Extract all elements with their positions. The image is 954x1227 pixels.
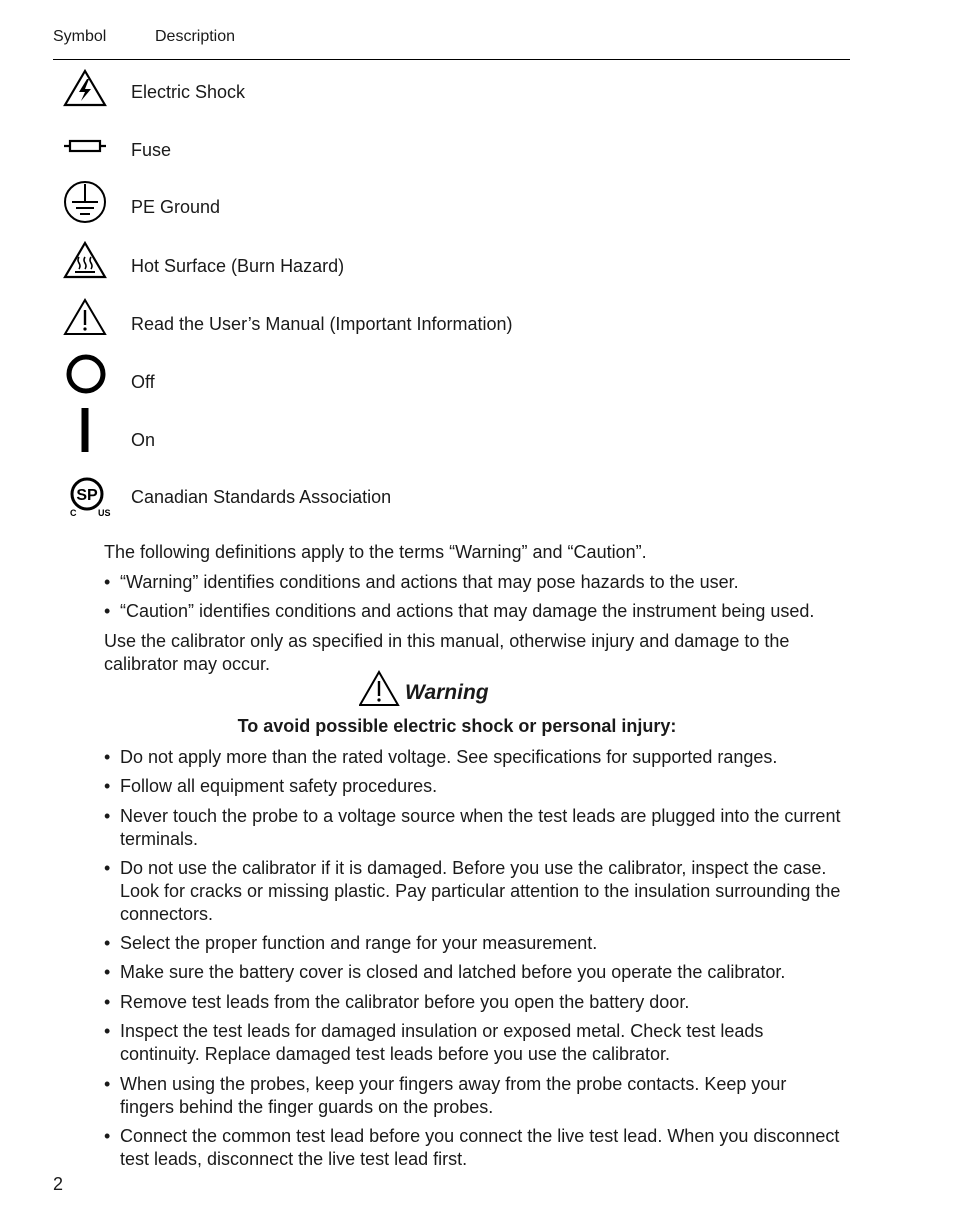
warning-item: • Remove test leads from the calibrator before you open the battery door.	[104, 991, 844, 1014]
symbol-row	[53, 68, 850, 118]
symbol-row	[53, 408, 850, 458]
symbol-row	[53, 180, 850, 230]
fuse-icon	[63, 126, 109, 170]
symbol-label: Canadian Standards Association	[131, 487, 392, 507]
definition-item: • “Caution” identifies conditions and actions that may damage the instrument being used.	[104, 600, 844, 623]
warning-item: • Select the proper function and range for your measurement.	[104, 932, 844, 955]
pe-ground-icon	[63, 180, 109, 224]
on-icon	[63, 408, 109, 452]
symbol-row	[53, 352, 850, 402]
usage-note: Use the calibrator only as specified in this manual, otherwise injury and damage to the calibrator may occur.	[104, 631, 790, 674]
warning-item: • Inspect the test leads for damaged insulation or exposed metal. Check test leads continuity. Replace damaged test leads before you use the calibrator.	[104, 1020, 844, 1066]
symbol-row	[53, 298, 850, 348]
csa-us: US	[98, 508, 111, 518]
warning-triangle-icon	[359, 670, 401, 708]
page-number: 2	[53, 1174, 64, 1194]
warning-item: • Follow all equipment safety procedures.	[104, 775, 844, 798]
definitions-intro: The following definitions apply to the terms “Warning” and “Caution”.	[104, 542, 647, 562]
warning-item: • Never touch the probe to a voltage source when the test leads are plugged into the current terminals.	[104, 805, 844, 851]
symbol-row	[53, 241, 850, 291]
symbol-label: Hot Surface (Burn Hazard)	[131, 256, 345, 276]
csa-letters: SP	[76, 487, 98, 504]
electric-shock-icon	[63, 68, 109, 112]
definition-item: • “Warning” identifies conditions and actions that may pose hazards to the user.	[104, 571, 844, 594]
warning-item: • Do not use the calibrator if it is damaged. Before you use the calibrator, inspect the case. Look for cracks or missing plastic. Pay particular attention to the insulation surrounding the connectors.	[104, 857, 844, 926]
csa-c: C	[70, 508, 77, 518]
hot-surface-icon	[63, 241, 109, 285]
warning-item: • Do not apply more than the rated voltage. See specifications for supported ranges.	[104, 746, 844, 769]
symbol-label: Electric Shock	[131, 82, 246, 102]
symbol-label: Fuse	[131, 140, 172, 160]
symbol-row	[53, 126, 850, 176]
off-icon	[63, 352, 109, 396]
warning-item: • Make sure the battery cover is closed and latched before you operate the calibrator.	[104, 961, 844, 984]
warning-subtitle: To avoid possible electric shock or personal injury:	[237, 716, 677, 736]
description-column-header: Description	[155, 28, 236, 45]
symbol-label: PE Ground	[131, 197, 221, 217]
symbol-column-header: Symbol	[53, 28, 107, 45]
caution-manual-icon	[63, 298, 109, 342]
warning-title: Warning	[405, 681, 489, 704]
csa-mark-icon	[67, 475, 117, 519]
warning-item: • When using the probes, keep your fingers away from the probe contacts. Keep your fingers behind the finger guards on the probes.	[104, 1073, 844, 1119]
symbol-row	[53, 475, 850, 525]
symbol-label: Off	[131, 372, 155, 392]
symbol-label: On	[131, 430, 156, 450]
warning-item: • Connect the common test lead before you connect the live test lead. When you disconnect test leads, disconnect the live test lead first.	[104, 1125, 844, 1171]
header-rule	[53, 59, 850, 60]
symbol-label: Read the User’s Manual (Important Information)	[131, 314, 513, 334]
